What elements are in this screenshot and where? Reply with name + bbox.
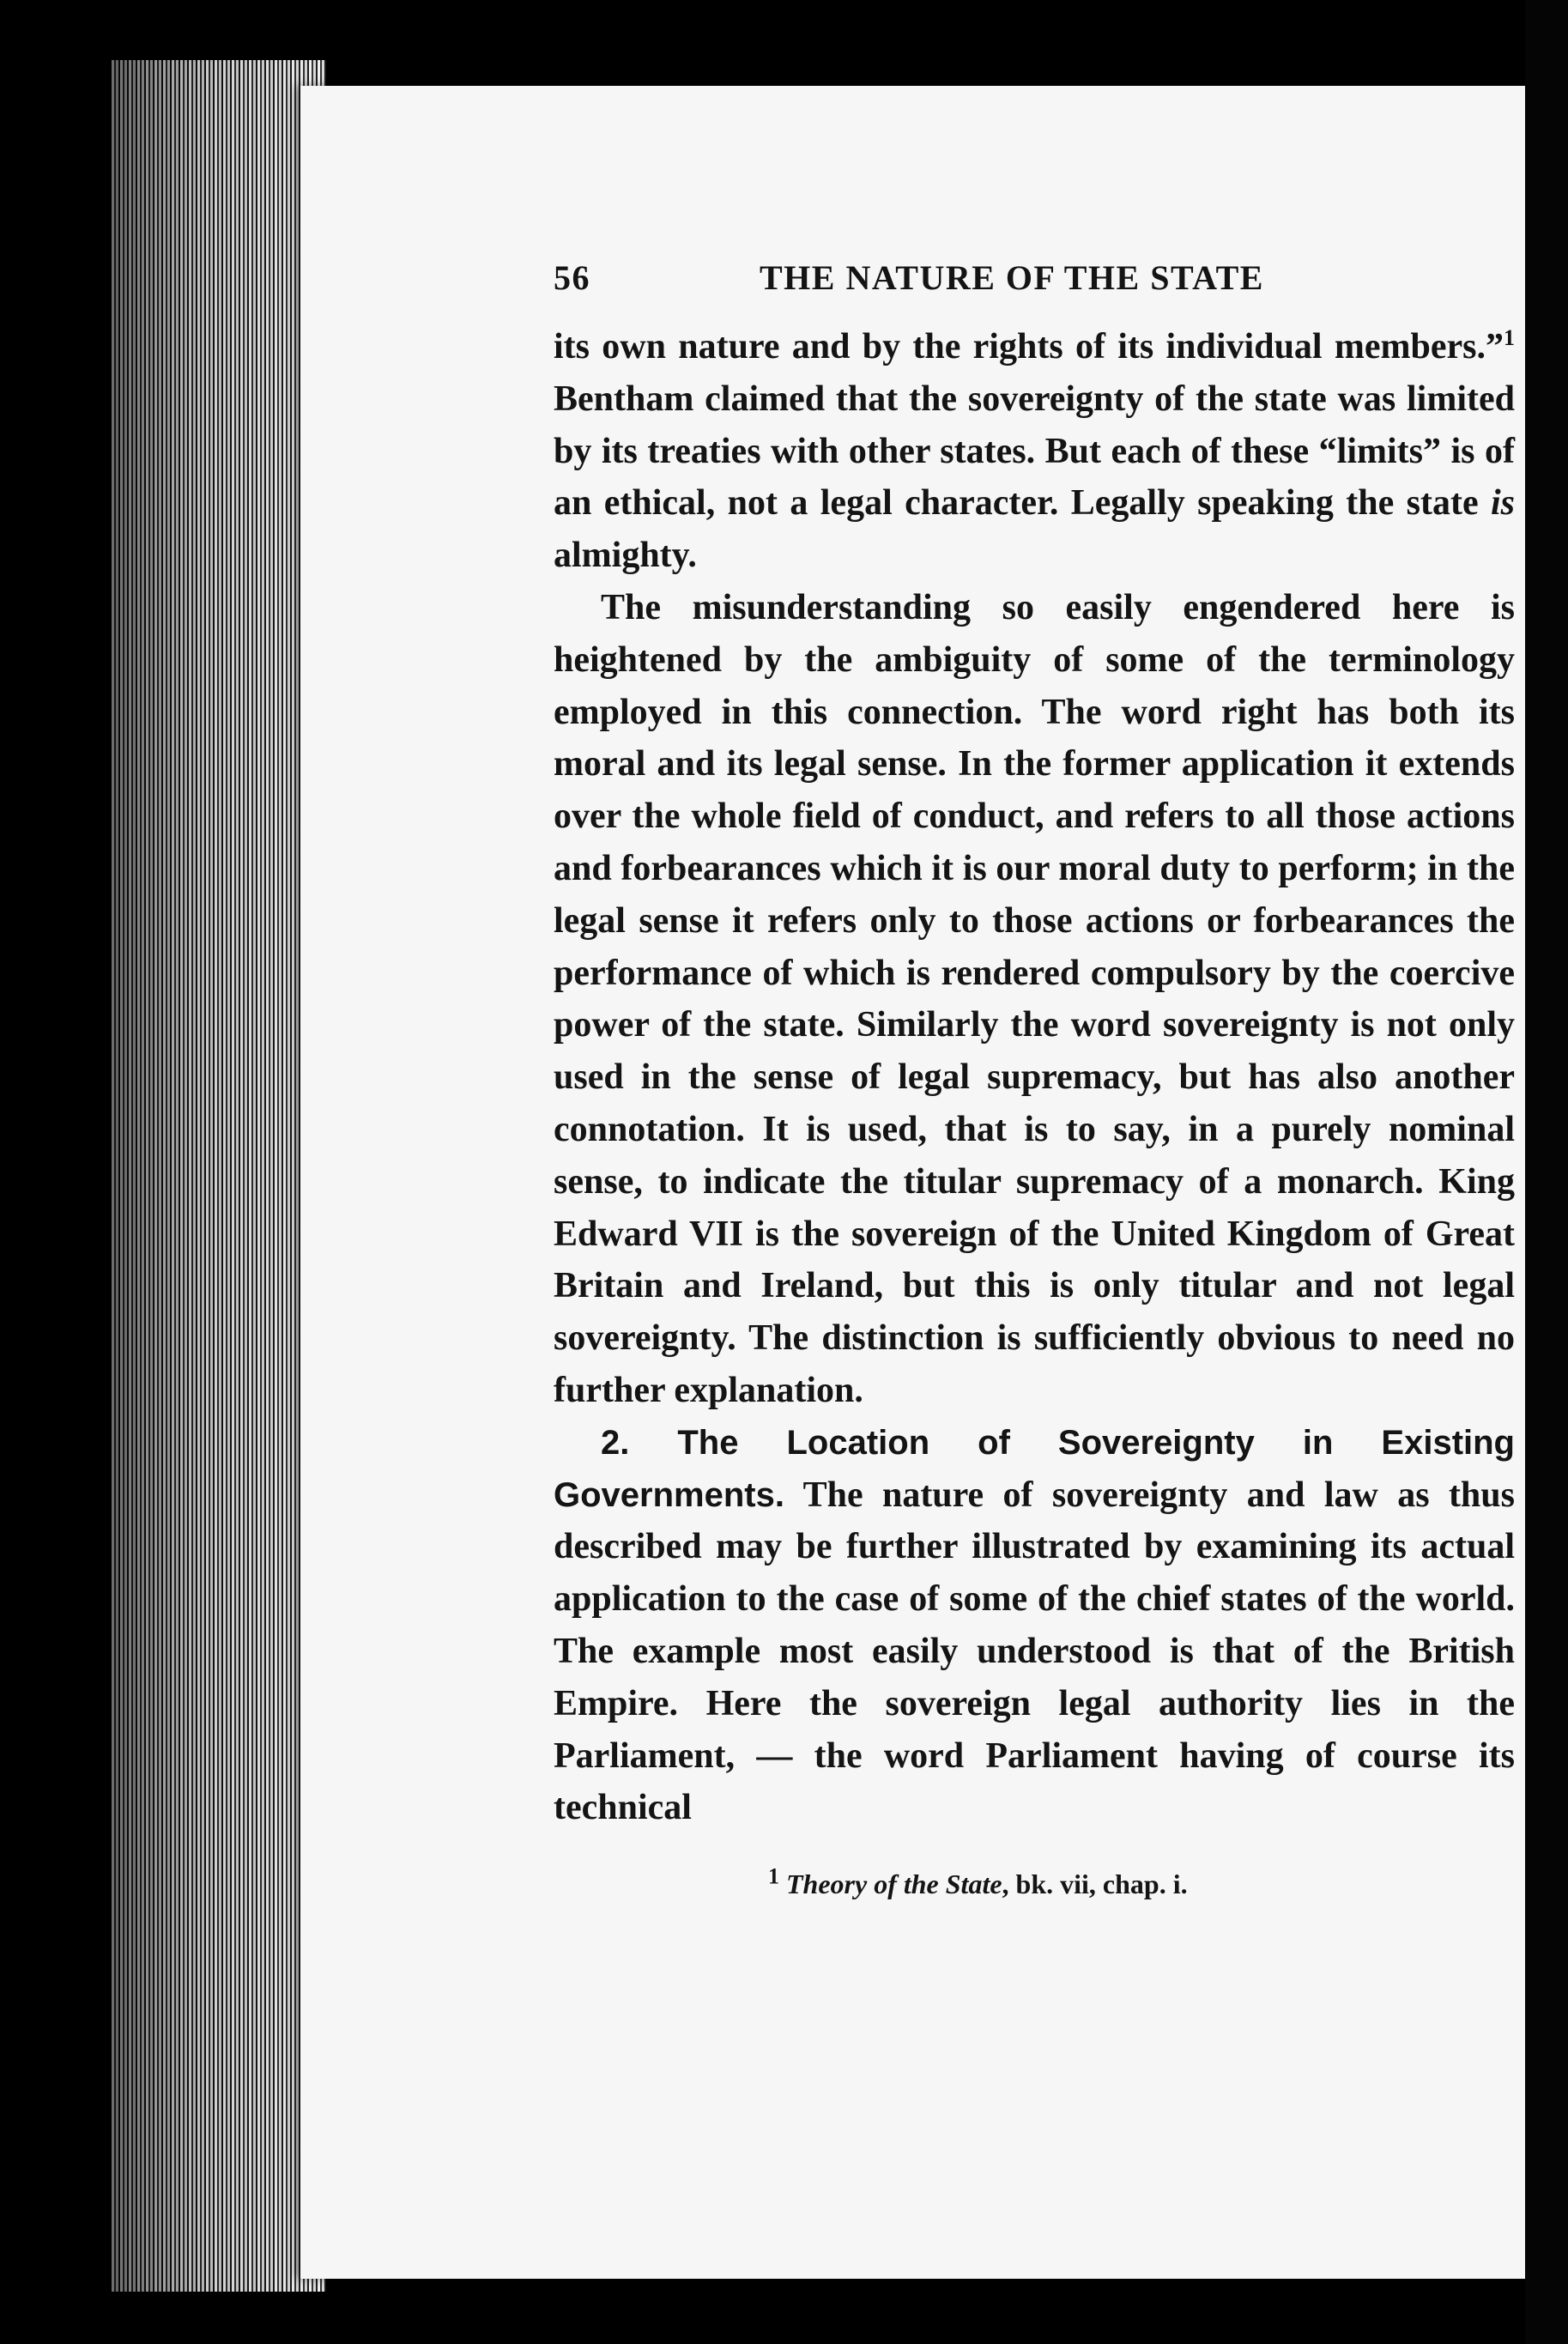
body-text — [554, 321, 1515, 1834]
section-heading: 2. The Location of Sovereignty in Existing Governments. — [554, 1423, 1515, 1514]
paragraph-1-emphasis: is — [1490, 483, 1515, 524]
footnote-marker: 1 — [768, 1863, 779, 1889]
paragraph-1-text-a: its own nature and by the rights of its individual members.” — [554, 327, 1504, 366]
paragraph-1 — [554, 321, 1515, 582]
scan-border — [1525, 0, 1568, 2344]
footnote-citation: , bk. vii, chap. i. — [1002, 1869, 1188, 1900]
footnote-reference: 1 — [1504, 325, 1515, 350]
footnote — [554, 1863, 1515, 1900]
page-edges-shadow — [112, 60, 326, 2292]
page-number: 56 — [554, 258, 590, 297]
paragraph-3-text: The nature of sovereignty and law as thus described may be further illustrated by examining its actual application to the case of some of the chief states of the world. The example most easily understood is that of the British Empire. Here the sovereign legal authority lies in the Parliament, — the word Parliament having of course its technical — [554, 1475, 1515, 1828]
paragraph-3 — [554, 1417, 1515, 1834]
running-head — [554, 257, 1515, 309]
running-title: THE NATURE OF THE STATE — [760, 258, 1264, 297]
footnote-title: Theory of the State — [786, 1869, 1002, 1900]
paragraph-1-text-c: almighty. — [554, 536, 697, 576]
page-content — [554, 257, 1515, 1900]
paragraph-2: The misunderstanding so easily engendered here is heightened by the ambiguity of some of the terminology employed in this connection. The word right has both its moral and its legal sense. In the former application it extends over the whole field of conduct, and refers to all those actions and forbearances which it is our moral duty to perform; in the legal sense it refers only to those actions or forbearances the performance of which is rendered compulsory by the coercive power of the state. Similarly the word sovereignty is not only used in the sense of legal supremacy, but has also another connotation. It is used, that is to say, in a purely nominal sense, to indicate the titular supremacy of a monarch. King Edward VII is the sovereign of the United Kingdom of Great Britain and Ireland, but this is only titular and not legal sovereignty. The distinction is sufficiently obvious to need no further explanation. — [554, 587, 1515, 1410]
paragraph-1-text-b: Bentham claimed that the sovereignty of the state was limited by its treaties with other states. But each of these “limits” is of an ethical, not a legal character. Legally speaking the state — [554, 379, 1515, 524]
